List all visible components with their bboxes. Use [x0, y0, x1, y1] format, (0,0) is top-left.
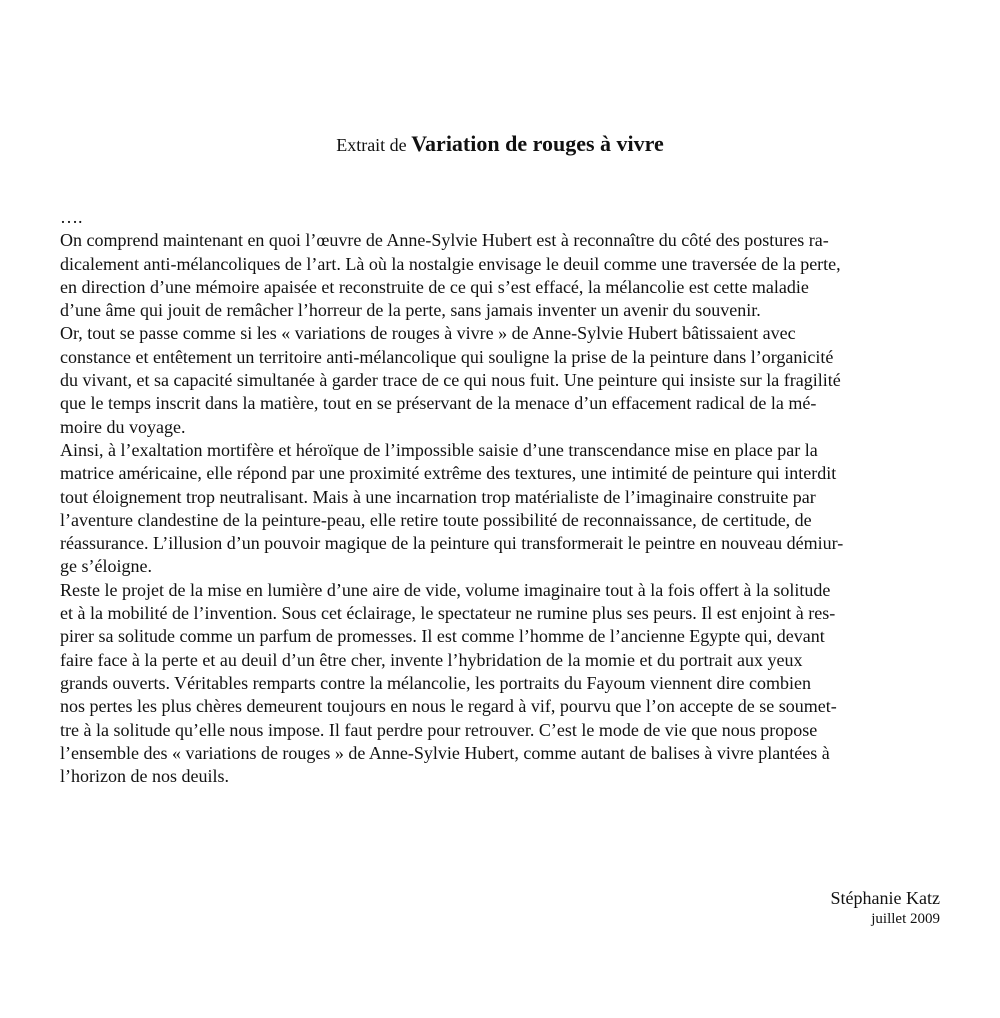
text-line: Or, tout se passe comme si les « variations de rouges à vivre » de Anne-Sylvie Hubert bâtissaient avec — [60, 323, 796, 344]
text-line: et à la mobilité de l’invention. Sous cet éclairage, le spectateur ne rumine plus ses peurs. Il est enjoint à res- — [60, 603, 836, 624]
text-line: en direction d’une mémoire apaisée et reconstruite de ce qui s’est effacé, la mélancolie est cette maladie — [60, 276, 809, 297]
text-line: grands ouverts. Véritables remparts contre la mélancolie, les portraits du Fayoum viennent dire combien — [60, 672, 811, 693]
text-line: moire du voyage. — [60, 416, 186, 437]
title-work: Variation de rouges à vivre — [411, 131, 664, 156]
text-line: pirer sa solitude comme un parfum de promesses. Il est comme l’homme de l’ancienne Egypte qui, devant — [60, 626, 825, 647]
text-line: ge s’éloigne. — [60, 556, 152, 577]
text-line: que le temps inscrit dans la matière, tout en se préservant de la menace d’un effacement radical de la mé- — [60, 393, 817, 414]
text-line: On comprend maintenant en quoi l’œuvre de Anne-Sylvie Hubert est à reconnaître du côté des postures ra- — [60, 230, 829, 251]
author-name: Stéphanie Katz — [830, 888, 940, 908]
text-line: d’une âme qui jouit de remâcher l’horreur de la perte, sans jamais inventer un avenir du souvenir. — [60, 300, 761, 321]
article-body — [60, 206, 945, 788]
text-line: l’ensemble des « variations de rouges » de Anne-Sylvie Hubert, comme autant de balises à vivre plantées à — [60, 742, 830, 763]
signature-block — [831, 886, 940, 928]
text-line: du vivant, et sa capacité simultanée à garder trace de ce qui nous fuit. Une peinture qui insiste sur la fragilité — [60, 370, 841, 391]
text-line: matrice américaine, elle répond par une proximité extrême des textures, une intimité de peinture qui interdit — [60, 463, 837, 484]
text-line: dicalement anti-mélancoliques de l’art. Là où la nostalgie envisage le deuil comme une traversée de la perte, — [60, 253, 841, 274]
text-line: réassurance. L’illusion d’un pouvoir magique de la peinture qui transformerait le peintre en nouveau démiur- — [60, 533, 844, 554]
text-line: faire face à la perte et au deuil d’un être cher, invente l’hybridation de la momie et du portrait aux yeux — [60, 649, 803, 670]
text-line: l’aventure clandestine de la peinture-peau, elle retire toute possibilité de reconnaissance, de certitude, de — [60, 509, 812, 530]
text-line: tout éloignement trop neutralisant. Mais à une incarnation trop matérialiste de l’imaginaire construite par — [60, 486, 816, 507]
text-line: l’horizon de nos deuils. — [60, 766, 229, 787]
text-line: nos pertes les plus chères demeurent toujours en nous le regard à vif, pourvu que l’on accepte de se soumet- — [60, 696, 837, 717]
text-line: Reste le projet de la mise en lumière d’une aire de vide, volume imaginaire tout à la fois offert à la solitude — [60, 579, 831, 600]
title-prefix: Extrait de — [336, 135, 412, 155]
signature-date: juillet 2009 — [871, 911, 940, 927]
text-line: constance et entêtement un territoire anti-mélancolique qui souligne la prise de la peinture dans l’organicité — [60, 346, 834, 367]
text-line: Ainsi, à l’exaltation mortifère et héroïque de l’impossible saisie d’une transcendance mise en place par la — [60, 439, 818, 460]
text-line: …. — [60, 207, 83, 227]
text-line: tre à la solitude qu’elle nous impose. Il faut perdre pour retrouver. C’est le mode de vie que nous propose — [60, 719, 818, 740]
document-title — [0, 130, 1000, 159]
